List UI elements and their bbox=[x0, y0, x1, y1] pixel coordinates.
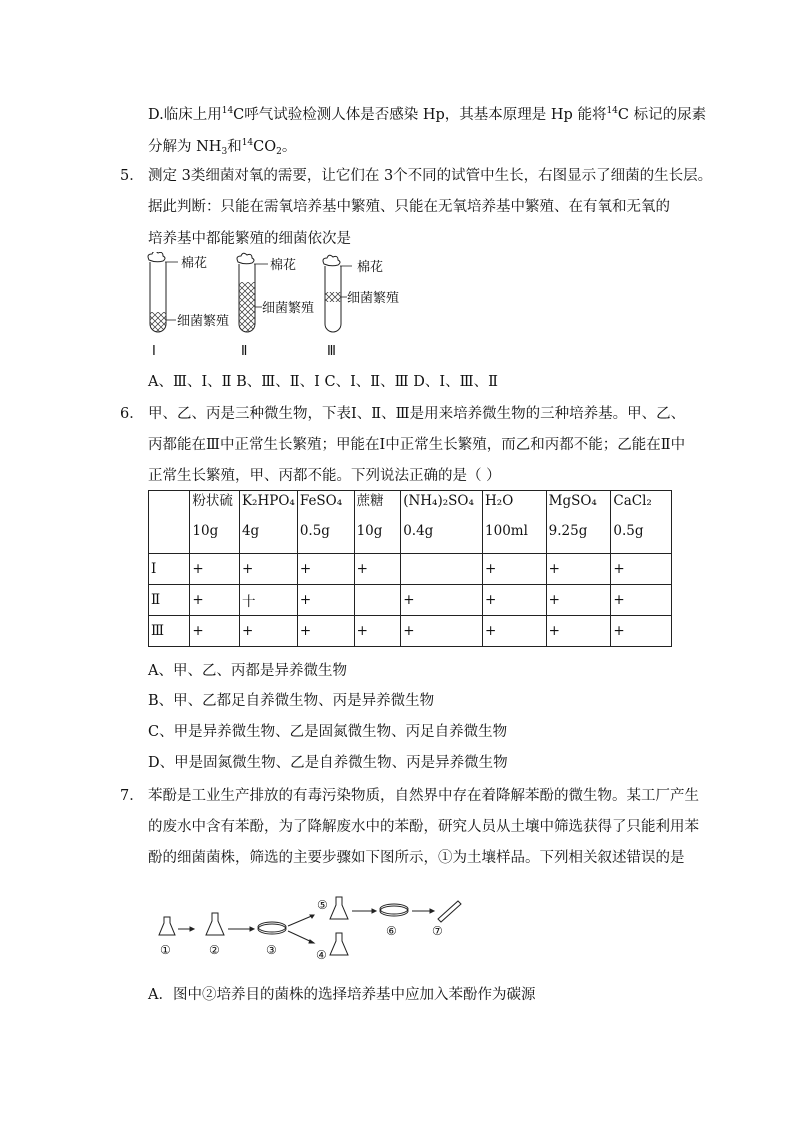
flask-5-icon bbox=[330, 897, 348, 919]
table-cell: + bbox=[546, 616, 611, 647]
tube-label-3: Ⅲ bbox=[327, 344, 336, 359]
header-cell: 蔗糖 10g bbox=[354, 491, 401, 554]
cotton-label-2: 棉花 bbox=[270, 258, 297, 273]
table-cell: + bbox=[190, 616, 240, 647]
table-cell bbox=[354, 585, 401, 616]
table-cell: + bbox=[546, 554, 611, 585]
q6-option-a: A、甲、乙、丙都是异养微生物 bbox=[148, 663, 347, 679]
row-label: Ⅱ bbox=[149, 585, 190, 616]
q7-stem-line2: 的废水中含有苯酚，为了降解废水中的苯酚，研究人员从土壤中筛选获得了只能利用苯 bbox=[148, 819, 699, 835]
q5-stem-line3: 培养基中都能繁殖的细菌依次是 bbox=[148, 231, 351, 247]
q6-option-b: B、甲、乙都足自养微生物、丙是异养微生物 bbox=[148, 693, 435, 709]
header-cell: FeSO₄ 0.5g bbox=[297, 491, 354, 554]
step-label-5: ⑤ bbox=[317, 898, 328, 912]
flask-1-icon bbox=[159, 917, 175, 935]
q4-option-d-line1: D.临床上用$^{14}$C呼气试验检测人体是否感染 Hp，其基本原理是 Hp 能将$^{14}$C 标记的尿素 bbox=[148, 106, 707, 123]
table-cell: + bbox=[483, 616, 547, 647]
table-cell: + bbox=[611, 616, 672, 647]
q5-options: A、Ⅲ、Ⅰ、Ⅱ B、Ⅲ、Ⅱ、Ⅰ C、Ⅰ、Ⅱ、Ⅲ D、Ⅰ、Ⅲ、Ⅱ bbox=[148, 374, 498, 390]
q6-number: 6． bbox=[120, 406, 144, 422]
flask-2-icon bbox=[206, 913, 224, 935]
q6-stem-line3: 正常生长繁殖，甲、丙都不能。下列说法正确的是（ ） bbox=[148, 468, 501, 484]
cotton-1 bbox=[148, 252, 165, 262]
step-label-1: ① bbox=[160, 943, 171, 957]
tube-2 bbox=[237, 253, 268, 332]
table-cell bbox=[401, 554, 483, 585]
table-cell: + bbox=[546, 585, 611, 616]
step-label-6: ⑥ bbox=[386, 924, 397, 938]
growth-label-3: 细菌繁殖 bbox=[347, 291, 400, 306]
row-label: Ⅰ bbox=[149, 554, 190, 585]
q5-number: 5． bbox=[120, 168, 144, 184]
growth-label-2: 细菌繁殖 bbox=[262, 301, 315, 316]
flask-4-icon bbox=[330, 933, 348, 955]
step-label-4: ④ bbox=[316, 948, 327, 962]
culture-media-table bbox=[148, 490, 672, 647]
screening-steps-diagram bbox=[150, 893, 480, 965]
q5-stem-line2: 据此判断：只能在需氧培养基中繁殖、只能在无氧培养基中繁殖、在有氧和无氧的 bbox=[148, 199, 670, 215]
header-cell: H₂O 100ml bbox=[483, 491, 547, 554]
table-cell: + bbox=[297, 585, 354, 616]
table-cell: + bbox=[483, 585, 547, 616]
cotton-3 bbox=[323, 255, 340, 266]
tube-7-icon bbox=[438, 901, 461, 922]
table-row-1 bbox=[149, 554, 672, 585]
q6-stem-line1: 甲、乙、丙是三种微生物，下表Ⅰ、Ⅱ、Ⅲ是用来培养微生物的三种培养基。甲、乙、 bbox=[148, 406, 686, 422]
table-cell: + bbox=[401, 616, 483, 647]
q5-stem-line1: 测定 3类细菌对氧的需要，让它们在 3个不同的试管中生长，右图显示了细菌的生长层。 bbox=[148, 168, 713, 184]
table-cell: + bbox=[401, 585, 483, 616]
cotton-label-3: 棉花 bbox=[357, 260, 384, 275]
test-tube-figure bbox=[140, 252, 420, 362]
table-header-row bbox=[149, 491, 672, 554]
q6-option-d: D、甲是固氮微生物、乙是自养微生物、丙是异养微生物 bbox=[148, 755, 508, 771]
table-cell: + bbox=[239, 554, 297, 585]
header-corner bbox=[149, 491, 190, 554]
table-cell: + bbox=[297, 616, 354, 647]
tube-label-2: Ⅱ bbox=[241, 344, 248, 359]
row-label: Ⅲ bbox=[149, 616, 190, 647]
table-cell: + bbox=[611, 585, 672, 616]
header-cell: MgSO₄ 9.25g bbox=[546, 491, 611, 554]
growth-label-1: 细菌繁殖 bbox=[177, 314, 230, 329]
table-cell: + bbox=[190, 585, 240, 616]
table-cell: + bbox=[354, 616, 401, 647]
table-cell: 十 bbox=[239, 585, 297, 616]
tube-label-1: Ⅰ bbox=[152, 344, 156, 359]
header-cell: (NH₄)₂SO₄ 0.4g bbox=[401, 491, 483, 554]
header-cell: 粉状硫 10g bbox=[190, 491, 240, 554]
cotton-2 bbox=[237, 253, 254, 264]
q6-stem-line2: 丙都能在Ⅲ中正常生长繁殖；甲能在Ⅰ中正常生长繁殖，而乙和丙都不能；乙能在Ⅱ中 bbox=[148, 437, 686, 453]
tube-1 bbox=[148, 252, 178, 332]
q7-stem-line3: 酚的细菌菌株，筛选的主要步骤如下图所示，①为土壤样品。下列相关叙述错误的是 bbox=[148, 850, 685, 866]
q7-stem-line1: 苯酚是工业生产排放的有毒污染物质，自然界中存在着降解苯酚的微生物。某工厂产生 bbox=[148, 788, 699, 804]
q7-option-a: A．图中②培养目的菌株的选择培养基中应加入苯酚作为碳源 bbox=[148, 987, 536, 1003]
table-cell: + bbox=[611, 554, 672, 585]
table-cell: + bbox=[190, 554, 240, 585]
table-cell: + bbox=[354, 554, 401, 585]
q6-option-c: C、甲是异养微生物、乙是固氮微生物、丙足自养微生物 bbox=[148, 724, 508, 740]
table-cell: + bbox=[483, 554, 547, 585]
header-cell: K₂HPO₄ 4g bbox=[239, 491, 297, 554]
table-cell: + bbox=[239, 616, 297, 647]
table-row-2 bbox=[149, 585, 672, 616]
cotton-label-1: 棉花 bbox=[181, 256, 208, 271]
table-row-3 bbox=[149, 616, 672, 647]
q4-option-d-line2: 分解为 $NH_3$和$^{14}CO_2$。 bbox=[148, 138, 297, 157]
step-label-3: ③ bbox=[266, 943, 277, 957]
q7-number: 7． bbox=[120, 788, 144, 804]
header-cell: CaCl₂ 0.5g bbox=[611, 491, 672, 554]
table-cell: + bbox=[297, 554, 354, 585]
step-label-7: ⑦ bbox=[432, 924, 443, 938]
step-label-2: ② bbox=[209, 943, 220, 957]
